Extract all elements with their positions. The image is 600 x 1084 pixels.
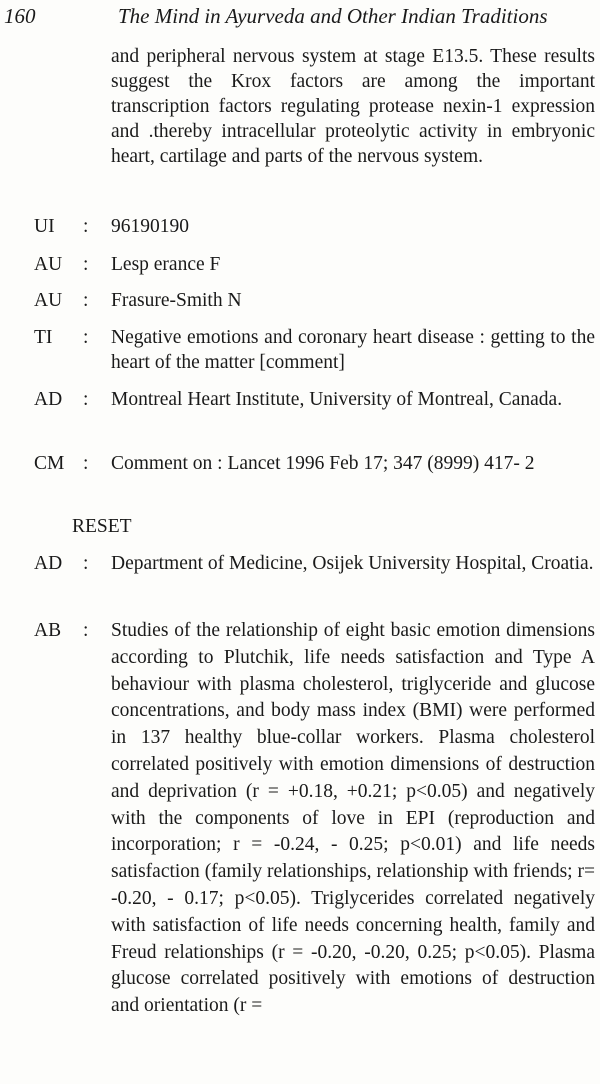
field-tag: AB (34, 620, 62, 641)
field-value: Montreal Heart Institute, University of Montreal, Canada. (111, 389, 563, 410)
field-colon: : (83, 553, 89, 574)
abstract-text: Studies of the relationship of eight basic emotion dimensions according to Plutchik, life needs satisfaction and Type A behaviour with plasma cholesterol, triglyceride and glucose concentrations, and body mass index (BMI) were performed in 137 healthy blue-collar workers. Plasma cholesterol correlated positively with emotion dimensions of destruction and deprivation (r = +0.18, +0.21; p<0.05) and negatively with the components of love in EPI (reproduction and incorporation; r = -0.24, - 0.25; p<0.01) and life needs satisfaction (family relationships, relationship with friends; r= -0.20, - 0.17; p<0.05). Triglycerides correlated negatively with satisfaction of life needs concerning health, family and Freud relationships (r = -0.20, -0.20, 0.25; p<0.05). Plasma glucose correlated positively with emotions of destruction and orientation (r = (111, 620, 595, 1017)
field-value: 96190190 (111, 216, 189, 237)
field-colon: : (83, 327, 89, 348)
intro-paragraph: and peripheral nervous system at stage E13.5. These results suggest the Krox factors are among the important transcription factors regulating protease nexin-1 expression and .thereby intracellular proteolytic activity in embryonic heart, cartilage and parts of the nervous system. (111, 46, 595, 167)
running-head: The Mind in Ayurveda and Other Indian Traditions (118, 4, 548, 28)
field-tag: UI (34, 216, 55, 237)
field-value: Lesp erance F (111, 254, 221, 275)
field-value: Frasure-Smith N (111, 290, 242, 311)
field-tag: AD (34, 389, 63, 410)
field-colon: : (83, 254, 89, 275)
field-colon: : (83, 620, 89, 641)
field-tag: AU (34, 254, 63, 275)
field-colon: : (83, 389, 89, 410)
field-tag: AD (34, 553, 63, 574)
field-value: Comment on : Lancet 1996 Feb 17; 347 (8999) 417- 2 (111, 453, 535, 474)
page-number: 160 (4, 4, 36, 28)
reset-label: RESET (72, 516, 132, 537)
field-colon: : (83, 290, 89, 311)
field-colon: : (83, 453, 89, 474)
field-tag: CM (34, 453, 65, 474)
page-header (0, 4, 600, 34)
field-tag: AU (34, 290, 63, 311)
field-value: Department of Medicine, Osijek University Hospital, Croatia. (111, 553, 594, 574)
field-value: Negative emotions and coronary heart disease : getting to the heart of the matter [comment] (111, 327, 595, 373)
field-colon: : (83, 216, 89, 237)
field-tag: TI (34, 327, 53, 348)
